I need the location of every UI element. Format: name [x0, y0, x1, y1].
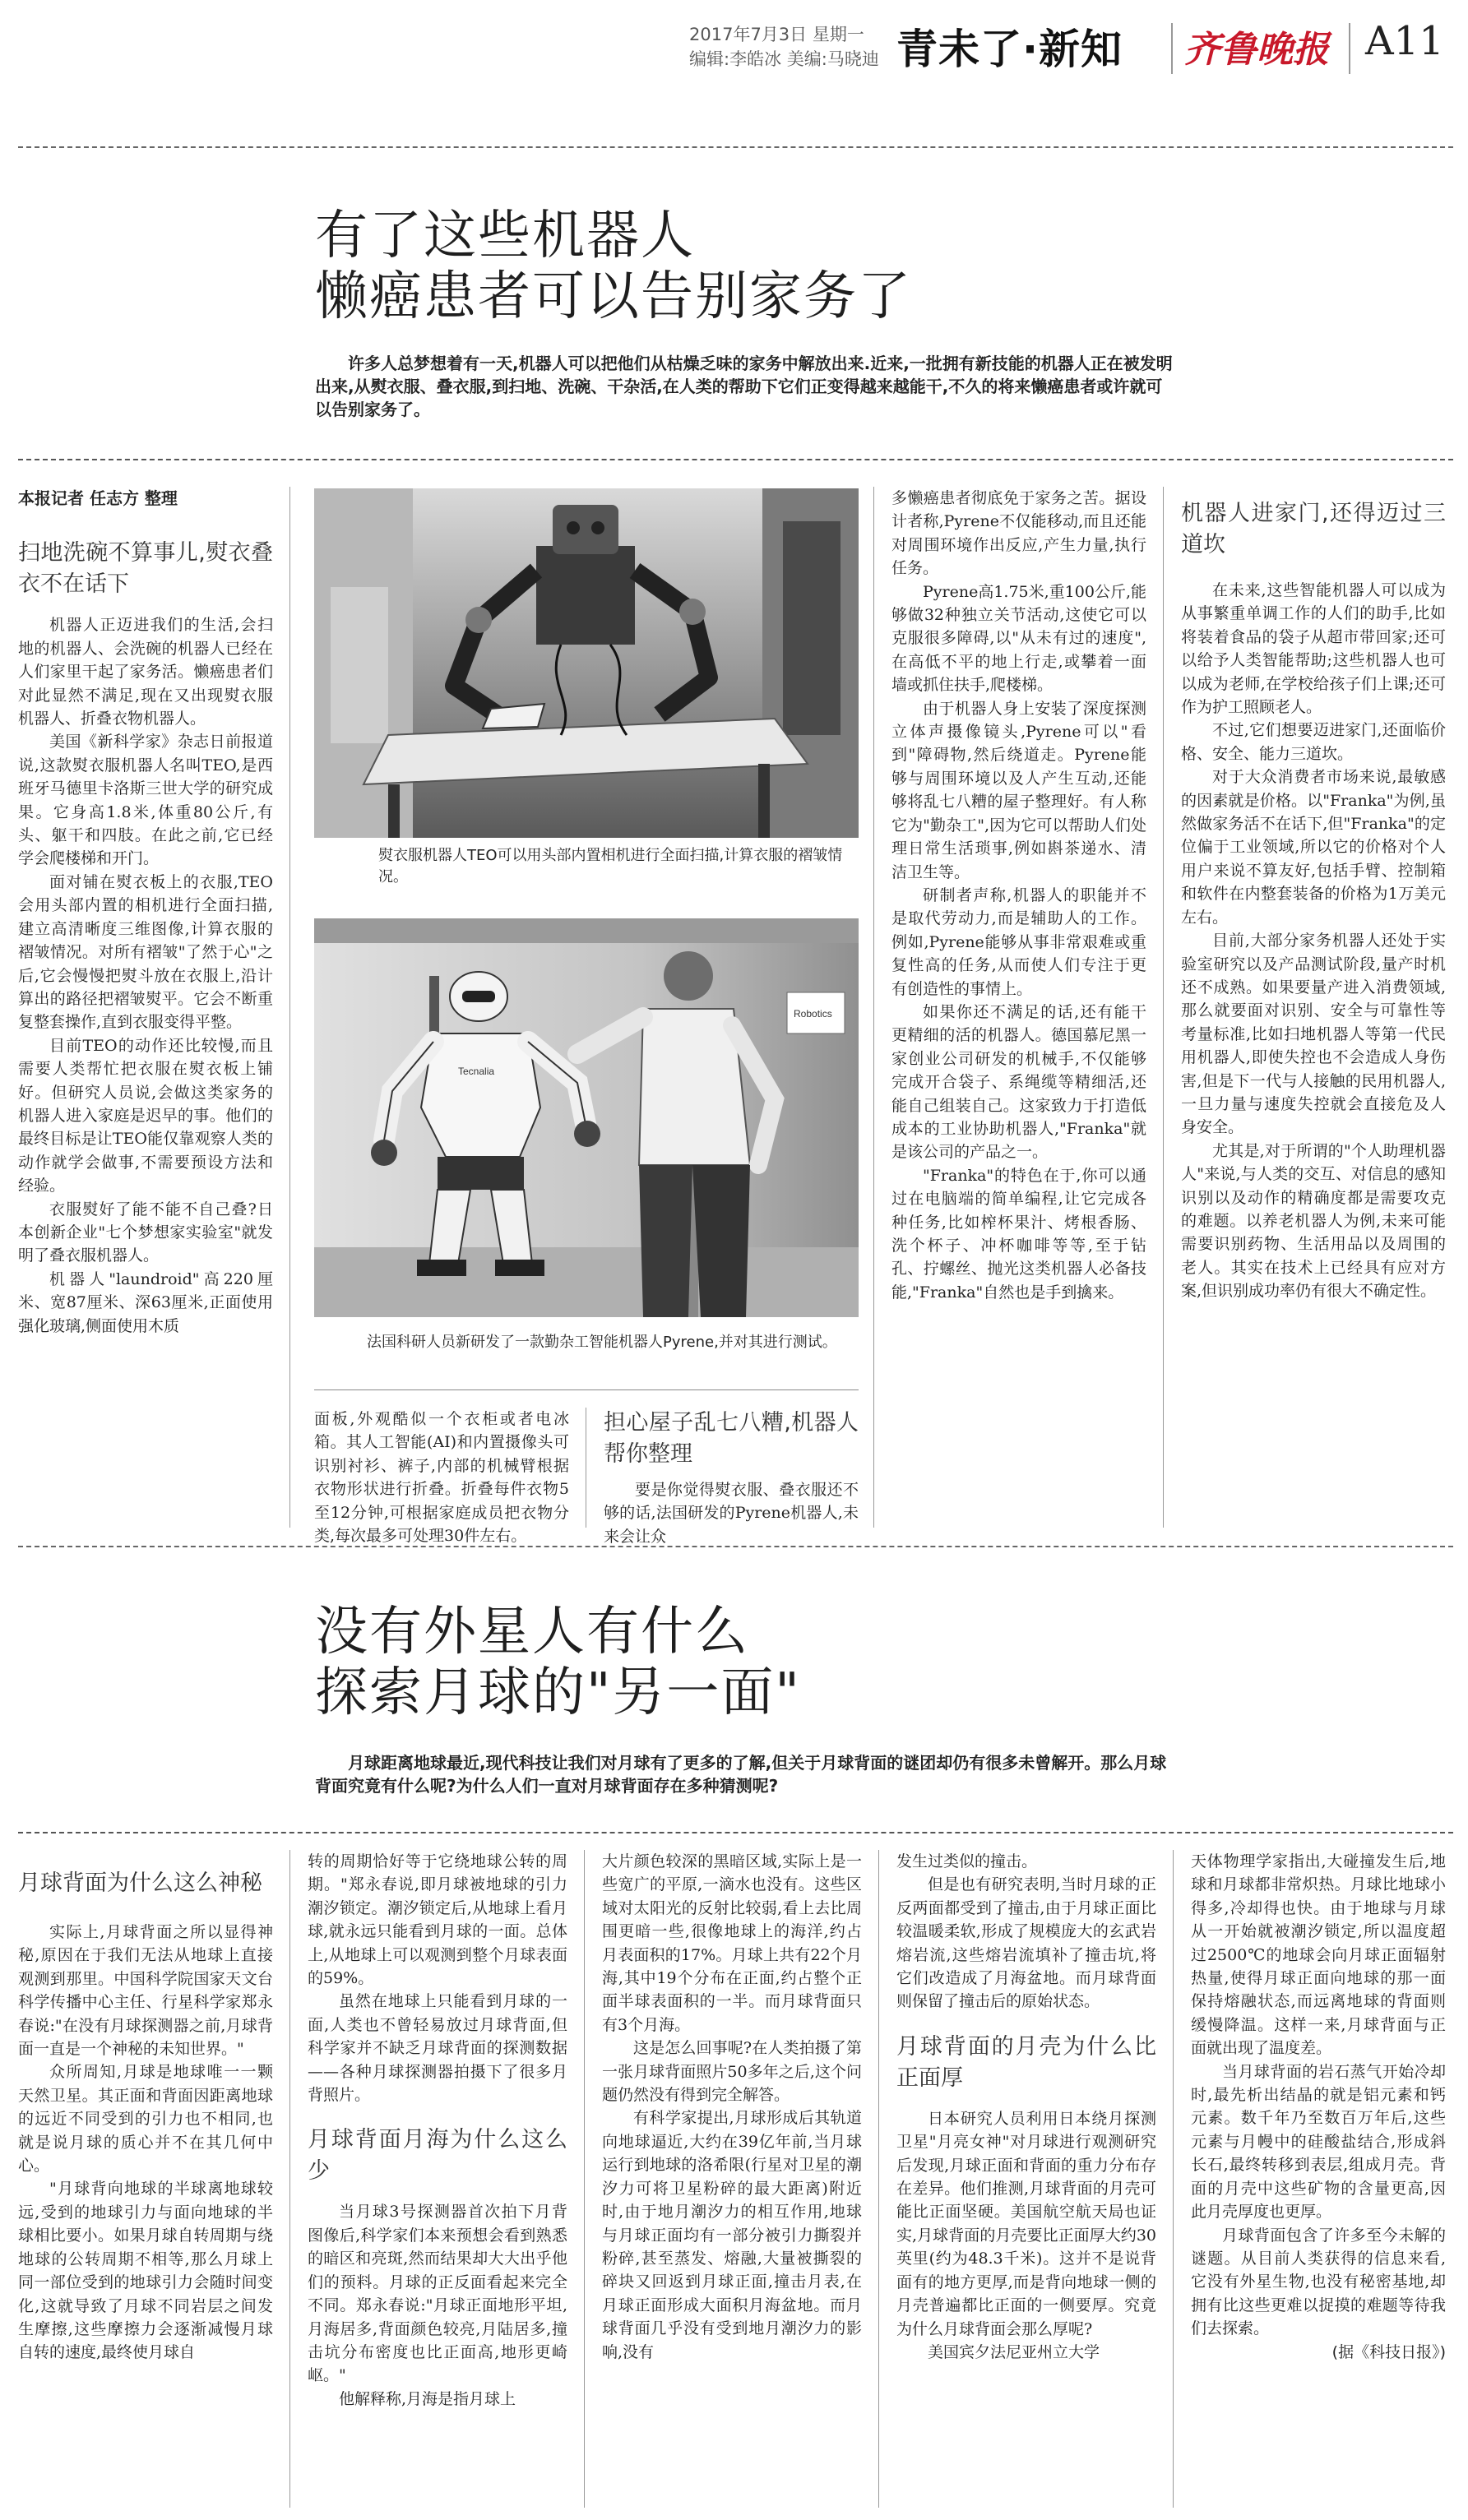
paragraph: 这是怎么回事呢?在人类拍摄了第一张月球背面照片50多年之后,这个问题仍然没有得到完全解答。	[602, 2039, 862, 2105]
paper-logo: 齐鲁晚报	[1184, 29, 1329, 71]
article2-top-rule	[18, 1546, 1453, 1547]
masthead-divider-2	[1349, 23, 1350, 74]
photo-teo-robot	[314, 488, 859, 838]
paragraph: 月球背面包含了许多至今未解的谜题。从目前人类获得的信息来看,它没有外星生物,也没有秘密基地,却拥有比这些更难以捉摸的难题等待我们去探索。	[1191, 2226, 1446, 2338]
article2-column-2	[308, 1850, 567, 2508]
photo-caption-2: 法国科研人员新研发了一款勤杂工智能机器人Pyrene,并对其进行测试。	[367, 1334, 837, 1351]
paragraph: 机器人正迈进我们的生活,会扫地的机器人、会洗碗的机器人已经在人们家里干起了家务活。懒癌患者们对此显然不满足,现在又出现熨衣服机器人、折叠衣物机器人。	[18, 616, 273, 728]
paragraph: 众所周知,月球是地球唯一一颗天然卫星。其正面和背面因距离地球的远近不同受到的引力也不相同,也就是说月球的质心并不在其几何中心。	[18, 2063, 273, 2176]
article1-headline-line2: 懒癌患者可以告别家务了	[315, 266, 912, 327]
column-divider	[289, 487, 290, 1528]
photo-pyrene-robot	[314, 918, 859, 1317]
byline: 本报记者 任志方 整理	[18, 488, 178, 508]
masthead-date: 2017年7月3日 星期一	[689, 25, 864, 44]
paragraph: 如果你还不满足的话,还有能干更精细的活的机器人。德国慕尼黑一家创业公司研发的机械手,不仅能够完成开合袋子、系绳缆等精细活,还能自己组装自己。这家致力于打造低成本的工业协助机器人,"Franka"就是该公司的产品之一。	[891, 1002, 1146, 1162]
paragraph: 目前,大部分家务机器人还处于实验室研究以及产品测试阶段,量产时机还不成熟。如果要量产进入消费领域,那么就要面对识别、安全与可靠性等考量标准,比如扫地机器人等第一代民用机器人,即使失控也不会造成人身伤害,但是下一代与人接触的民用机器人,一旦力量与速度失控就会直接危及人身安全。	[1181, 932, 1446, 1137]
robot-brand-label: Tecnalia	[458, 1066, 495, 1077]
paragraph: 转的周期恰好等于它绕地球公转的周期。"郑永春说,即月球被地球的引力潮汐锁定。潮汐锁定后,从地球上看月球,就永远只能看到月球的一面。总体上,从地球上可以观测到整个月球表面的59%。	[308, 1852, 567, 1988]
column-divider	[584, 1850, 585, 2508]
article1-column-2b	[314, 1408, 569, 1546]
article1-headline	[315, 206, 912, 327]
paragraph: 研制者声称,机器人的职能并不是取代劳动力,而是辅助人的工作。例如,Pyrene能够从事非常艰难或重复性高的任务,从而使人们专注于更有创造性的事情上。	[891, 885, 1146, 998]
article1-lead: 许多人总梦想着有一天,机器人可以把他们从枯燥乏味的家务中解放出来.近来,一批拥有新技能的机器人正在被发明出来,从熨衣服、叠衣服,到扫地、洗碗、干杂活,在人类的帮助下它们正变得越来越能干,不久的将来懒癌患者或许就可以告别家务了。	[315, 354, 1173, 419]
paragraph: 面板,外观酷似一个衣柜或者电冰箱。其人工智能(AI)和内置摄像头可识别衬衫、裤子,内部的机械臂根据衣物形状进行折叠。折叠每件衣物5至12分钟,可根据家庭成员把衣物分类,每次最多可处理30件左右。	[314, 1410, 569, 1546]
paragraph: 多懒癌患者彻底免于家务之苦。据设计者称,Pyrene不仅能移动,而且还能对周围环境作出反应,产生力量,执行任务。	[891, 489, 1146, 578]
article2-column-1	[18, 1850, 273, 2508]
column-divider	[1163, 487, 1164, 1528]
article2-subheading-1: 月球背面为什么这么神秘	[18, 1870, 262, 1896]
paragraph: 机器人"laundroid"高220厘米、宽87厘米、深63厘米,正面使用强化玻璃,侧面使用木质	[18, 1269, 273, 1335]
article1-lead-rule	[18, 459, 1453, 460]
paragraph: 美国《新科学家》杂志日前报道说,这款熨衣服机器人名叫TEO,是西班牙马德里卡洛斯三世大学的研究成果。它身高1.8米,体重80公斤,有头、躯干和四肢。在此之前,它已经学会爬楼梯和开门。	[18, 733, 273, 868]
paragraph: 大片颜色较深的黑暗区域,实际上是一些宽广的平原,一滴水也没有。这些区域对太阳光的反射比较弱,看上去比周围更暗一些,很像地球上的海洋,约占月表面积的17%。月球上共有22个月海,其中19个分布在正面,约占整个正面半球表面积的一半。而月球背面只有3个月海。	[602, 1852, 862, 2034]
article2-subheading-2: 月球背面月海为什么这么少	[308, 2127, 567, 2185]
article1-column-2c	[604, 1408, 859, 1546]
paragraph: 由于机器人身上安装了深度探测立体声摄像镜头,Pyrene可以"看到"障碍物,然后绕道走。Pyrene能够与周围环境以及人产生互动,还能够将乱七八糟的屋子整理好。有人称它为"勤杂工",因为它可以帮助人们处理日常生活琐事,例如斟茶递水、清洁卫生等。	[891, 699, 1146, 881]
paragraph: 尤其是,对于所谓的"个人助理机器人"来说,与人类的交互、对信息的感知识别以及动作的精确度都是需要攻克的难题。以养老机器人为例,未来可能需要识别药物、生活用品以及周围的老人。其实在技术上已经具有应对方案,但识别成功率仍有很大不确定性。	[1181, 1141, 1446, 1301]
article2-column-5	[1191, 1850, 1446, 2508]
column-divider	[878, 1850, 879, 2508]
column-divider	[873, 487, 874, 1528]
paragraph: 衣服熨好了能不能不自己叠?日本创新企业"七个梦想家实验室"就发明了叠衣服机器人。	[18, 1200, 273, 1265]
paragraph: 对于大众消费者市场来说,最敏感的因素就是价格。以"Franka"为例,虽然做家务活不在话下,但"Franka"的定位偏于工业领域,所以它的价格对个人用户来说不算友好,包括手臂、控制箱和软件在内整套装备的价格为1万美元左右。	[1181, 768, 1446, 927]
article1-subheading-3: 机器人进家门,还得迈过三道坎	[1181, 501, 1446, 557]
article1-column-4	[1181, 487, 1446, 1528]
paragraph: 目前TEO的动作还比较慢,而且需要人类帮忙把衣服在熨衣板上铺好。但研究人员说,会做这类家务的机器人进入家庭是迟早的事。他们的最终目标是让TEO能仅靠观察人类的动作就学会做事,不需要预设方法和经验。	[18, 1036, 273, 1195]
article2-headline-line2: 探索月球的"另一面"	[315, 1662, 801, 1723]
paragraph: 他解释称,月海是指月球上	[339, 2389, 516, 2408]
article2-headline	[315, 1602, 801, 1723]
paragraph: 有科学家提出,月球形成后其轨道向地球逼近,大约在39亿年前,当月球运行到地球的洛希限(行星对卫星的潮汐力可将卫星粉碎的最大距离)附近时,由于地月潮汐力的相互作用,地球与月球正面均有一部分被引力撕裂并粉碎,甚至蒸发、熔融,大量被撕裂的碎块又回返到月球正面,撞击月表,在月球正面形成大面积月海盆地。而月球背面几乎没有受到地月潮汐力的影响,没有	[602, 2109, 862, 2361]
paragraph: Pyrene高1.75米,重100公斤,能够做32种独立关节活动,这使它可以克服很多障碍,以"从未有过的速度",在高低不平的地上行走,或攀着一面墙或抓住扶手,爬楼梯。	[891, 582, 1146, 695]
article1-column-1	[18, 487, 273, 1528]
section-title: 青未了·新知	[896, 25, 1123, 73]
paragraph: 但是也有研究表明,当时月球的正反两面都受到了撞击,由于月球正面比较温暖柔软,形成了规模庞大的玄武岩熔岩流,这些熔岩流填补了撞击坑,将它们改造成了月海盆地。而月球背面则保留了撞击后的原始状态。	[896, 1875, 1156, 2011]
article1-subheading-1: 扫地洗碗不算事儿,熨衣叠衣不在话下	[18, 540, 273, 598]
article2-column-4	[896, 1850, 1156, 2508]
masthead-editors: 编辑:李皓冰 美编:马晓迪	[689, 49, 879, 69]
article1-column-3	[891, 487, 1146, 1528]
column-divider	[1173, 1850, 1174, 2508]
paragraph: 天体物理学家指出,大碰撞发生后,地球和月球都非常炽热。月球比地球小得多,冷却得也快。由于地球与月球从一开始就被潮汐锁定,所以温度超过2500℃的地球会向月球正面辐射热量,使得月球正面向地球的那一面保持熔融状态,而远离地球的背面则缓慢降温。这样一来,月球背面与正面就出现了温度差。	[1191, 1852, 1446, 2058]
article2-headline-line1: 没有外星人有什么	[315, 1602, 749, 1662]
paragraph: "Franka"的特色在于,你可以通过在电脑端的简单编程,让它完成各种任务,比如榨杯果汁、烤根香肠、洗个杯子、冲杯咖啡等等,至于钻孔、拧螺丝、抛光这类机器人必备技能,"Franka"自然也是手到擒来。	[891, 1166, 1146, 1302]
paragraph: 虽然在地球上只能看到月球的一面,人类也不曾轻易放过月球背面,但科学家并不缺乏月球背面的探测数据——各种月球探测器拍摄下了很多月背照片。	[308, 1992, 567, 2105]
paragraph: 面对铺在熨衣板上的衣服,TEO会用头部内置的相机进行全面扫描,建立高清晰度三维图像,计算衣服的褶皱情况。对所有褶皱"了然于心"之后,它会慢慢把熨斗放在衣服上,沿计算出的路径把褶皱熨平。它会不断重复整套操作,直到衣服变得平整。	[18, 872, 273, 1032]
page-number: A11	[1365, 18, 1444, 64]
article2-column-3	[602, 1850, 862, 2508]
masthead-divider	[1171, 23, 1173, 74]
photo-caption-1: 熨衣服机器人TEO可以用头部内置相机进行全面扫描,计算衣服的褶皱情况。	[378, 847, 843, 885]
paragraph: 不过,它们想要迈进家门,还面临价格、安全、能力三道坎。	[1181, 721, 1446, 763]
paragraph: 发生过类似的撞击。	[896, 1852, 1038, 1870]
paragraph: 美国宾夕法尼亚州立大学	[928, 2342, 1100, 2361]
paragraph: 在未来,这些智能机器人可以成为从事繁重单调工作的人们的助手,比如将装着食品的袋子从超市带回家;还可以给予人类智能帮助;这些机器人也可以成为老师,在学校给孩子们上课;还可作为护工照顾老人。	[1181, 581, 1446, 717]
column-divider	[289, 1850, 290, 2508]
article2-subheading-3: 月球背面的月壳为什么比正面厚	[896, 2033, 1156, 2091]
paragraph: 要是你觉得熨衣服、叠衣服还不够的话,法国研发的Pyrene机器人,未来会让众	[604, 1481, 859, 1546]
paragraph: 当月球3号探测器首次拍下月背图像后,科学家们本来预想会看到熟悉的暗区和亮斑,然而结果却大大出乎他们的预料。月球的正反面看起来完全不同。郑永春说:"月球正面地形平坦,月海居多,背面颜色较亮,月陆居多,撞击坑分布密度也比正面高,地形更崎岖。"	[308, 2203, 567, 2385]
pyrene-robot-image	[314, 918, 859, 1317]
article1-top-rule	[18, 146, 1453, 148]
article2-source: (据《科技日报》)	[1331, 2342, 1446, 2361]
article1-subheading-2: 担心屋子乱七八糟,机器人帮你整理	[604, 1410, 859, 1467]
wall-sign-label: Robotics	[794, 1008, 832, 1020]
paragraph: 当月球背面的岩石蒸气开始冷却时,最先析出结晶的就是铝元素和钙元素。数千年乃至数百万年后,这些元素与月幔中的硅酸盐结合,形成斜长石,最终转移到表层,组成月壳。背面的月壳中这些矿物的含量更高,因此月壳厚度也更厚。	[1191, 2062, 1446, 2222]
article2-lead: 月球距离地球最近,现代科技让我们对月球有了更多的了解,但关于月球背面的谜团却仍有很多未曾解开。那么月球背面究竟有什么呢?为什么人们一直对月球背面存在多种猜测呢?	[315, 1753, 1167, 1796]
article2-lead-rule	[18, 1832, 1453, 1833]
paragraph: "月球背向地球的半球离地球较远,受到的地球引力与面向地球的半球相比要小。如果月球自转周期与绕地球的公转周期不相等,那么月球上同一部位受到的地球引力会随时间变化,这就导致了月球不同岩层之间发生摩擦,这些摩擦力会逐渐减慢月球自转的速度,最终使月球自	[18, 2180, 273, 2362]
teo-robot-image	[314, 488, 859, 838]
article1-headline-line1: 有了这些机器人	[315, 206, 695, 266]
photo-bottom-rule	[314, 1389, 859, 1390]
paragraph: 日本研究人员利用日本绕月探测卫星"月亮女神"对月球进行观测研究后发现,月球正面和背面的重力分布存在差异。他们推测,月球背面的月壳可能比正面坚硬。美国航空航天局也证实,月球背面的月壳要比正面厚大约30英里(约为48.3千米)。这并不是说背面有的地方更厚,而是背向地球一侧的月壳普遍都比正面的一侧要厚。究竟为什么月球背面会那么厚呢?	[896, 2109, 1156, 2338]
paragraph: 实际上,月球背面之所以显得神秘,原因在于我们无法从地球上直接观测到那里。中国科学院国家天文台科学传播中心主任、行星科学家郑永春说:"在没有月球探测器之前,月球背面一直是一个神秘的未知世界。"	[18, 1923, 273, 2059]
